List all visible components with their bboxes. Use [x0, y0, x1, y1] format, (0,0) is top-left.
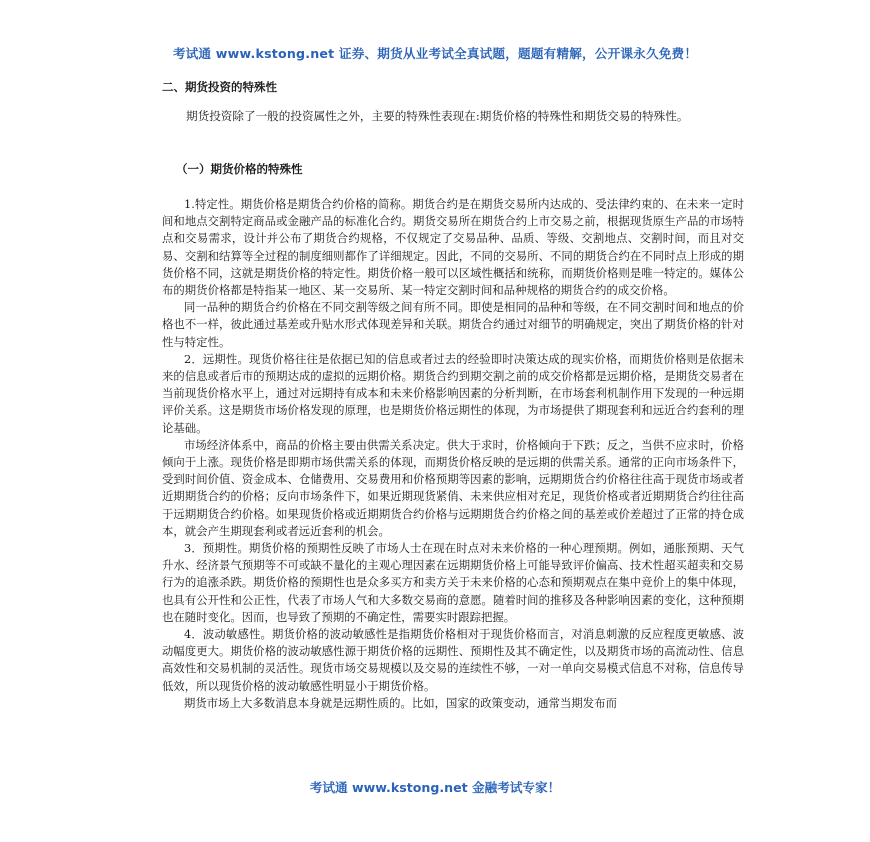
body-text	[162, 196, 744, 712]
header-banner[interactable]: 考试通 www.kstong.net 证券、期货从业考试全真试题，题题有精解，公开课永久免费！	[172, 46, 698, 61]
paragraph-news: 期货市场上大多数消息本身就是远期性质的。比如，国家的政策变动，通常当期发布而	[184, 695, 617, 710]
paragraph-forward-cont: 市场经济体系中，商品的价格主要由供需关系决定。供大于求时，价格倾向于下跌；反之，当供不应求时，价格倾向于上涨。现货价格是即期市场供需关系的体现，而期货价格反映的是远期的供需关系。通常的正向市场条件下，受到时间价值、资金成本、仓储费用、交易费用和价格预期等因素的影响，远期期货合约价格往往高于现货市场或者近期期货合约的价格；反向市场条件下，如果近期现货紧俏、未来供应相对充足，现货价格或者近期期货合约往往高于远期期货合约价格。如果现货价格或近期期货合约价格与远期期货合约价格之间的基差或价差超过了正常的持仓成本，就会产生期现套利或者远近套利的机会。	[162, 437, 744, 538]
paragraph-volatility: 4．波动敏感性。期货价格的波动敏感性是指期货价格相对于现货价格而言，对消息刺激的反应程度更敏感、波动幅度更大。期货价格的波动敏感性源于期货价格的远期性、预期性及其不确定性，以及期货市场的高流动性、信息高效性和交易机制的灵活性。现货市场交易规模以及交易的连续性不够，一对一单向交易模式信息不对称，信息传导低效，所以现货价格的波动敏感性明显小于期货价格。	[162, 627, 744, 693]
paragraph-specificity: 1.特定性。期货价格是期货合约价格的简称。期货合约是在期货交易所内达成的、受法律约束的、在未来一定时间和地点交割特定商品或金融产品的标准化合约。期货交易所在期货合约上市交易之前，根据现货原生产品的市场特点和交易需求，设计并公布了期货合约规格，不仅规定了交易品种、品质、等级、交割地点、交割时间，而且对交易、交割和结算等全过程的制度细则都作了详细规定。因此，不同的交易所、不同的期货合约在不同时点上形成的期货价格不同，这就是期货价格的特定性。期货价格一般可以区域性概括和统称，而期货价格则是唯一特定的。媒体公布的期货价格都是特指某一地区、某一交易所、某一特定交割时间和品种规格的期货合约的成交价格。	[162, 197, 744, 298]
paragraph-forward: 2．远期性。现货价格往往是依据已知的信息或者过去的经验即时决策达成的现实价格，而期货价格则是依据未来的信息或者后市的预期达成的虚拟的远期价格。期货合约到期交割之前的成交价格都是远期价格，是期货交易者在当前现货价格水平上，通过对远期持有成本和未来价格影响因素的分析判断，在市场套利机制作用下发现的一种远期评价关系。这是期货市场价格发现的原理，也是期货价格远期性的体现，为市场提供了期现套利和远近合约套利的理论基础。	[162, 351, 744, 435]
intro-paragraph: 期货投资除了一般的投资属性之外，主要的特殊性表现在:期货价格的特殊性和期货交易的特殊性。	[186, 109, 689, 123]
paragraph-expectation: 3．预期性。期货价格的预期性反映了市场人士在现在时点对未来价格的一种心理预期。例如，通胀预期、天气升水、经济景气预期等不可或缺不量化的主观心理因素在远期期货价格上可能导致评价偏高、技术性超买超卖和交易行为的追涨杀跌。期货价格的预期性也是众多买方和卖方关于未来价格的心态和预期观点在集中竞价上的集中体现，也具有公开性和公正性，代表了市场人气和大多数交易商的意愿。随着时间的推移及各种影响因素的变化，这种预期也在随时变化。因而，也导致了预期的不确定性，需要实时跟踪把握。	[162, 541, 744, 624]
section-heading: 二、期货投资的特殊性	[162, 80, 277, 94]
sub-heading: （一）期货价格的特殊性	[176, 162, 303, 176]
paragraph-specificity-cont: 同一品种的期货合约价格在不同交割等级之间有所不同。即使是相同的品种和等级，在不同交割时间和地点的价格也不一样，彼此通过基差或升贴水形式体现差异和关联。期货合约通过对细节的明确规定，突出了期货价格的针对性与特定性。	[162, 300, 744, 349]
footer-banner[interactable]: 考试通 www.kstong.net 金融考试专家！	[309, 780, 561, 795]
